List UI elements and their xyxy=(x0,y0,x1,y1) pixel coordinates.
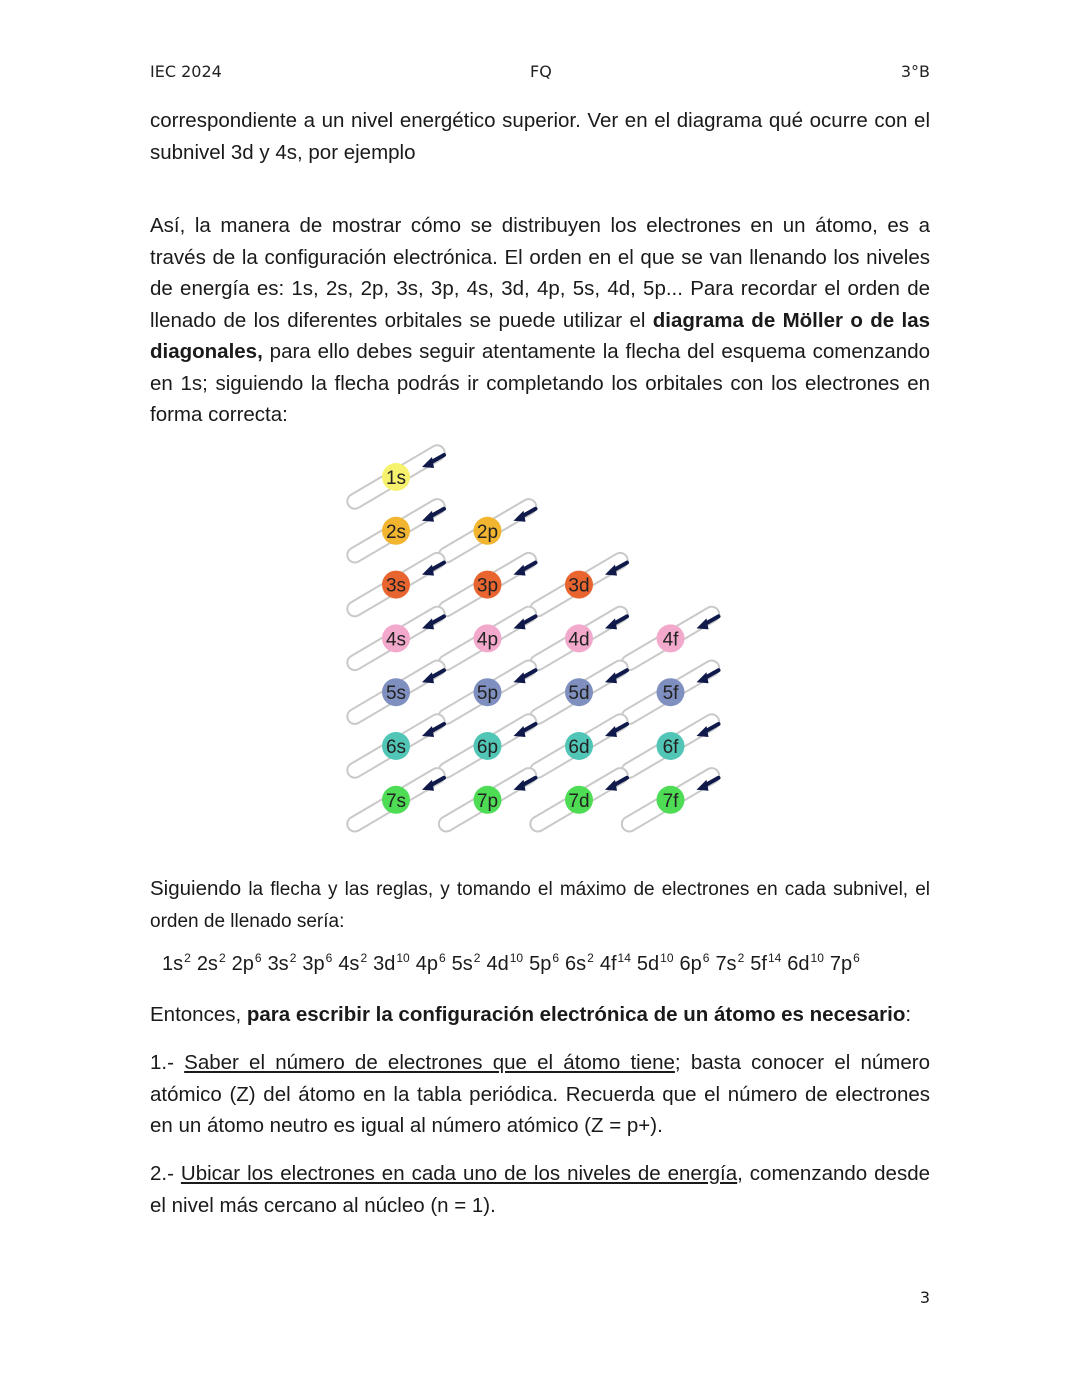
formula-term xyxy=(452,953,481,975)
paragraph-intro-text: correspondiente a un nivel energético superior. Ver en el diagrama qué ocurre con el subnivel 3d y 4s, por ejemplo xyxy=(150,109,930,164)
diagram-name-bold: diagrama de Möller o de las diagonales, xyxy=(150,308,930,363)
orbital-6d xyxy=(565,732,593,760)
paragraph-configuration-text-b: para ello debes seguir atentamente la flecha del esquema comenzando en 1s; siguiendo la flecha podrás ir completando los orbitales con los electrones en forma correcta: xyxy=(150,340,930,426)
orbital-label: 2s xyxy=(385,521,407,543)
orbital-5p xyxy=(474,678,502,706)
orbital-3p xyxy=(474,571,502,599)
orbital-6s xyxy=(382,732,410,760)
formula-term-exponent: 6 xyxy=(702,951,710,965)
orbital-5f xyxy=(657,678,685,706)
orbital-4p xyxy=(474,624,502,652)
formula-term xyxy=(830,953,860,975)
formula-term-exponent: 14 xyxy=(617,951,631,965)
electron-configuration-formula xyxy=(162,951,866,976)
formula-term xyxy=(232,953,262,975)
orbital-label: 6s xyxy=(385,737,407,758)
formula-term-exponent: 6 xyxy=(254,951,262,965)
orbital-3d xyxy=(565,571,593,599)
formula-term-exponent: 10 xyxy=(660,951,674,965)
orbital-6p xyxy=(474,732,502,760)
formula-term xyxy=(338,953,367,975)
formula-term-base: 4d xyxy=(486,953,509,975)
formula-term-exponent: 6 xyxy=(325,951,333,965)
step-2-underlined: Ubicar los electrones en cada uno de los niveles de energía xyxy=(180,1162,738,1185)
formula-term-base: 4f xyxy=(599,953,617,975)
orbital-7p xyxy=(474,786,502,814)
formula-term xyxy=(750,953,781,975)
orbital-label: 4d xyxy=(568,629,590,651)
formula-term-exponent: 14 xyxy=(767,951,782,965)
orbital-label: 4f xyxy=(662,629,679,651)
formula-term xyxy=(268,953,297,975)
paragraph-intro xyxy=(150,105,930,168)
paragraph-requirements-lead: Entonces, xyxy=(150,1003,247,1026)
step-2-number: 2.- xyxy=(150,1162,181,1185)
formula-term-base: 6p xyxy=(679,953,702,975)
formula-term-exponent: 2 xyxy=(184,951,191,965)
formula-term-base: 5d xyxy=(636,953,660,975)
formula-term-base: 1s xyxy=(162,953,184,975)
header-school: IEC 2024 xyxy=(150,62,222,81)
orbital-label: 6d xyxy=(568,737,590,758)
formula-term-exponent: 2 xyxy=(587,951,594,965)
orbital-label: 7p xyxy=(476,790,499,812)
step-1-underlined: Saber el número de electrones que el átomo tiene xyxy=(184,1051,675,1074)
formula-term-base: 4s xyxy=(338,953,360,975)
formula-term-exponent: 2 xyxy=(473,951,481,965)
orbital-label: 3s xyxy=(385,575,407,597)
formula-term xyxy=(680,953,710,975)
orbital-label: 5s xyxy=(385,683,407,705)
formula-term-base: 5f xyxy=(750,953,767,975)
formula-term-exponent: 10 xyxy=(396,951,410,965)
orbital-label: 1s xyxy=(385,468,407,489)
orbital-label: 7d xyxy=(568,790,590,812)
orbital-label: 6f xyxy=(662,737,679,758)
requirements-bold: para escribir la configuración electrónica de un átomo es necesario xyxy=(246,1003,906,1026)
formula-term xyxy=(373,953,410,975)
orbital-label: 5d xyxy=(568,683,590,705)
formula-term xyxy=(197,953,226,975)
formula-term-exponent: 6 xyxy=(438,951,446,965)
orbital-label: 6p xyxy=(476,737,499,758)
orbital-label: 3d xyxy=(568,575,590,597)
orbital-5s xyxy=(382,678,410,706)
page-header xyxy=(150,62,930,86)
orbital-4s xyxy=(382,624,410,652)
formula-term xyxy=(529,953,559,975)
formula-term-base: 5s xyxy=(451,953,473,975)
orbital-2s xyxy=(382,517,410,545)
formula-term-exponent: 2 xyxy=(289,951,297,965)
formula-term-base: 2s xyxy=(196,953,218,975)
orbital-2p xyxy=(474,517,502,545)
step-1-text: ; basta conocer el número atómico (Z) del átomo en la tabla periódica. Recuerda que el número de electrones en un átomo neutro es igual al número atómico (Z = p+). xyxy=(150,1051,930,1137)
orbital-7f xyxy=(657,786,685,814)
formula-term-base: 3s xyxy=(267,953,289,975)
orbital-1s xyxy=(382,463,410,491)
moller-diagram xyxy=(340,442,740,857)
paragraph-requirements xyxy=(150,999,930,1031)
formula-term-base: 7p xyxy=(829,953,853,975)
orbital-7s xyxy=(382,786,410,814)
formula-term-exponent: 2 xyxy=(737,951,745,965)
formula-term xyxy=(486,953,523,975)
formula-term xyxy=(416,953,446,975)
orbital-4f xyxy=(657,624,685,652)
paragraph-configuration-text-a: Así, la manera de mostrar cómo se distribuyen los electrones en un átomo, es a través de la configuración electrónica. El orden en el que se van llenando los niveles de energía es: 1s, 2s, 2p, 3s, 3p, 4s, 3d, 4p, 5s, 4d, 5p... Para recordar el orden de llenado de los diferentes orbitales se puede utilizar el xyxy=(150,214,930,332)
orbital-label: 4s xyxy=(385,629,407,651)
formula-term-base: 6s xyxy=(565,953,587,975)
step-2-text: , comenzando desde el nivel más cercano al núcleo (n = 1). xyxy=(150,1162,930,1217)
header-course: 3°B xyxy=(900,62,930,81)
orbital-3s xyxy=(382,571,410,599)
formula-term xyxy=(787,953,824,975)
requirements-colon: : xyxy=(905,1003,912,1026)
orbital-4d xyxy=(565,624,593,652)
formula-term-exponent: 2 xyxy=(360,951,368,965)
orbital-label: 5f xyxy=(662,683,679,705)
orbital-label: 3p xyxy=(476,575,499,597)
formula-term xyxy=(637,953,674,975)
paragraph-filling-order-lead: Siguiendo xyxy=(150,877,242,900)
formula-term-base: 5p xyxy=(529,953,552,975)
orbital-label: 5p xyxy=(476,683,499,705)
formula-term-exponent: 10 xyxy=(509,951,524,965)
formula-term-exponent: 6 xyxy=(853,951,860,965)
paragraph-filling-order xyxy=(150,873,930,937)
formula-term-base: 7s xyxy=(715,953,737,975)
orbital-7d xyxy=(565,786,593,814)
header-subject: FQ xyxy=(530,62,552,81)
page-number: 3 xyxy=(919,1288,930,1307)
formula-term-exponent: 6 xyxy=(552,951,560,965)
formula-term-base: 6d xyxy=(787,953,810,975)
formula-term-base: 4p xyxy=(415,953,438,975)
step-1 xyxy=(150,1047,930,1142)
step-2 xyxy=(150,1158,930,1221)
orbital-label: 7f xyxy=(662,790,679,812)
formula-term xyxy=(600,953,631,975)
orbital-5d xyxy=(565,678,593,706)
formula-term-exponent: 10 xyxy=(810,951,824,965)
formula-term xyxy=(302,953,332,975)
formula-term xyxy=(162,953,191,975)
step-1-number: 1.- xyxy=(150,1051,185,1074)
orbital-label: 7s xyxy=(385,790,407,812)
orbital-label: 2p xyxy=(476,521,499,543)
formula-term xyxy=(565,953,594,975)
paragraph-filling-order-text: la flecha y las reglas, y tomando el máximo de electrones en cada subnivel, el orden de llenado sería: xyxy=(150,879,930,932)
orbital-label: 4p xyxy=(476,629,499,651)
formula-term xyxy=(715,953,744,975)
formula-term-exponent: 2 xyxy=(218,951,226,965)
orbital-6f xyxy=(657,732,685,760)
formula-term-base: 3p xyxy=(302,953,325,975)
paragraph-configuration xyxy=(150,210,930,431)
formula-term-base: 3d xyxy=(373,953,396,975)
formula-term-base: 2p xyxy=(231,953,254,975)
